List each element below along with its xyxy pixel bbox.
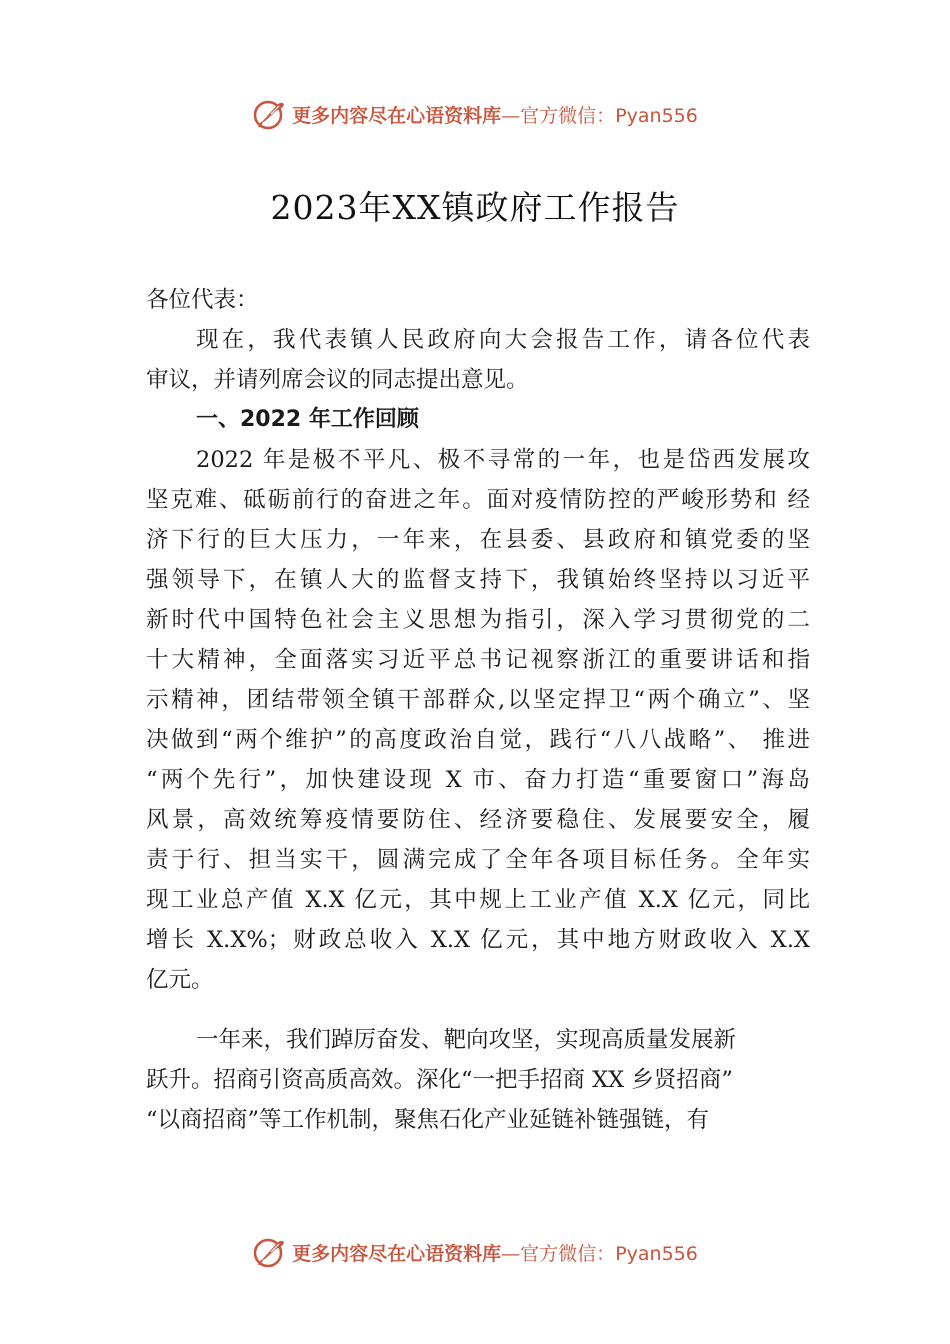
paragraph-line: 亿元。 (146, 967, 214, 993)
paragraph-line: 新时代中国特色社会主义思想为指引，深入学习贯彻党的二 (146, 607, 810, 633)
document-body (146, 280, 810, 1140)
paragraph-line: 现在，我代表镇人民政府向大会报告工作，请各位代表 (196, 327, 810, 353)
paragraph-line: 2022 年是极不平凡、极不寻常的一年，也是岱西发展攻 (196, 447, 810, 473)
banner-brand: 更多内容尽在心语资料库 (292, 1242, 502, 1265)
quill-pen-logo-icon (252, 1234, 288, 1270)
paragraph-line: 审议，并请列席会议的同志提出意见。 (146, 367, 529, 393)
banner-contact-label: 官方微信： (520, 1242, 616, 1265)
banner-brand: 更多内容尽在心语资料库 (292, 104, 502, 127)
paragraph-line: 坚克难、砥砺前行的奋进之年。面对疫情防控的严峻形势和 经 (146, 487, 810, 513)
paragraph-line: 跃升。招商引资高质高效。深化“一把手招商 XX 乡贤招商” (146, 1067, 733, 1093)
document-title: 2023年XX镇政府工作报告 (270, 188, 680, 227)
paragraph-line: “以商招商”等工作机制，聚焦石化产业延链补链强链，有 (146, 1107, 710, 1133)
banner-contact-label: 官方微信： (520, 104, 616, 127)
paragraph-line: 风景，高效统筹疫情要防住、经济要稳住、发展要安全，履 (146, 807, 810, 833)
banner-separator: — (501, 104, 521, 127)
footer-watermark-banner (0, 1232, 950, 1272)
banner-contact-id: Pyan556 (615, 104, 698, 127)
paragraph-line: 强领导下，在镇人大的监督支持下，我镇始终坚持以习近平 (146, 567, 810, 593)
section-heading: 一、2022 年工作回顾 (196, 407, 419, 432)
paragraph-line: 现工业总产值 X.X 亿元，其中规上工业产值 X.X 亿元，同比 (146, 887, 810, 913)
paragraph-line: 示精神，团结带领全镇干部群众,以坚定捍卫“两个确立”、坚 (146, 687, 810, 713)
banner-text (292, 101, 698, 128)
paragraph-line: 增长 X.X%；财政总收入 X.X 亿元，其中地方财政收入 X.X (146, 927, 810, 953)
paragraph-line: 济下行的巨大压力，一年来，在县委、县政府和镇党委的坚 (146, 527, 810, 553)
paragraph-line: 一年来，我们踔厉奋发、靶向攻坚，实现高质量发展新 (196, 1027, 737, 1053)
banner-contact-id: Pyan556 (615, 1242, 698, 1265)
paragraph-line: “两个先行”，加快建设现 X 市、奋力打造“重要窗口”海岛 (146, 767, 810, 793)
banner-text (292, 1239, 698, 1266)
paragraph-line: 十大精神，全面落实习近平总书记视察浙江的重要讲话和指 (146, 647, 810, 673)
quill-pen-logo-icon (252, 96, 288, 132)
header-watermark-banner (0, 94, 950, 134)
paragraph-line: 决做到“两个维护”的高度政治自觉，践行“八八战略”、 推进 (146, 727, 810, 753)
banner-separator: — (501, 1242, 521, 1265)
paragraph-line: 责于行、担当实干，圆满完成了全年各项目标任务。全年实 (146, 847, 810, 873)
salutation: 各位代表： (146, 287, 259, 313)
